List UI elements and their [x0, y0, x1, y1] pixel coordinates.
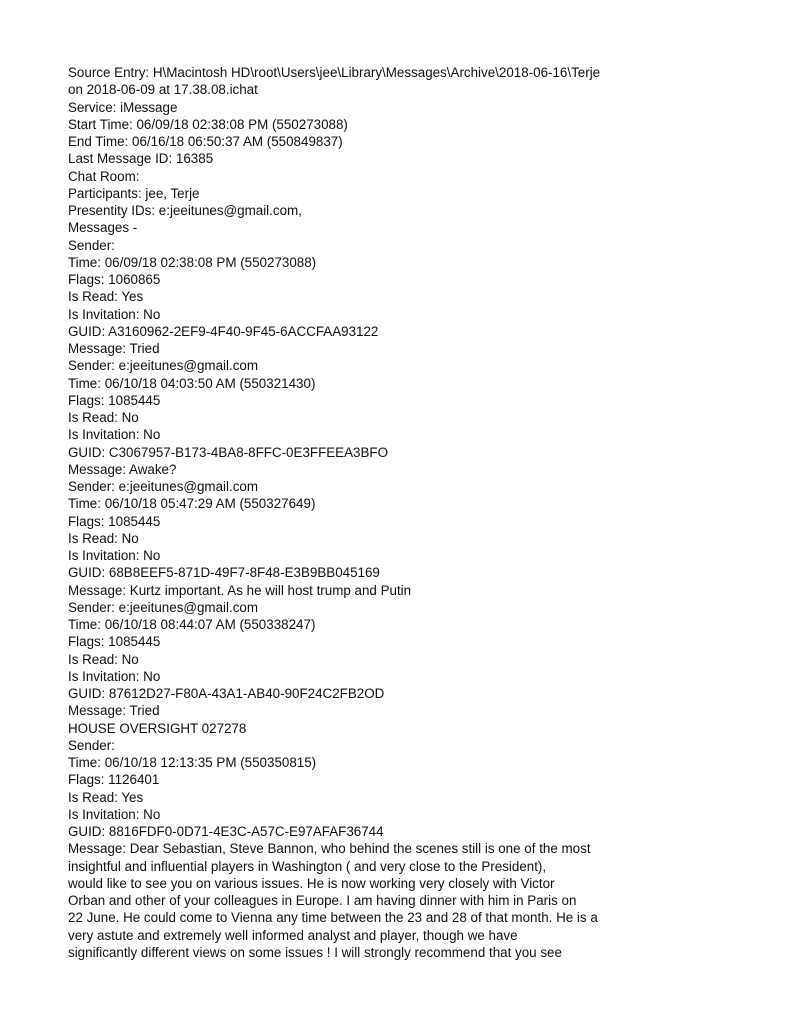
message-5-text-line-4: Orban and other of your colleagues in Europe. I am having dinner with him in Paris on — [68, 893, 577, 908]
message-5-text-line-3: would like to see you on various issues. He is now working very closely with Victor — [68, 875, 555, 891]
message-5-text-line-6: very astute and extremely well informed analyst and player, though we have — [68, 927, 518, 943]
last-message-id-line: Last Message ID: 16385 — [68, 151, 214, 167]
message-1-is-read: Is Read: Yes — [68, 289, 144, 305]
start-time-line: Start Time: 06/09/18 02:38:08 PM (550273088) — [68, 116, 348, 132]
message-4-is-invitation: Is Invitation: No — [68, 668, 161, 684]
message-2-text: Message: Awake? — [68, 461, 177, 477]
message-5-time: Time: 06/10/18 12:13:35 PM (550350815) — [68, 755, 317, 770]
message-5-text-line-5: 22 June. He could come to Vienna any time between the 23 and 28 of that month. He is a — [68, 910, 598, 926]
message-1-guid: GUID: A3160962-2EF9-4F40-9F45-6ACCFAA93122 — [68, 323, 379, 339]
source-entry-date-line: on 2018-06-09 at 17.38.08.ichat — [68, 82, 258, 98]
message-3-guid: GUID: 68B8EEF5-871D-49F7-8F48-E3B9BB045169 — [68, 565, 380, 581]
chat-room-line: Chat Room: — [68, 168, 140, 184]
message-4-guid: GUID: 87612D27-F80A-43A1-AB40-90F24C2FB2OD — [68, 686, 385, 701]
presentity-ids-line: Presentity IDs: e:jeeitunes@gmail.com, — [68, 203, 302, 218]
message-3-time: Time: 06/10/18 05:47:29 AM (550327649) — [68, 496, 316, 512]
end-time-line: End Time: 06/16/18 06:50:37 AM (550849837) — [68, 134, 343, 149]
message-4-sender: Sender: e:jeeitunes@gmail.com — [68, 599, 258, 615]
participants-line: Participants: jee, Terje — [68, 185, 200, 201]
messages-header-line: Messages - — [68, 220, 138, 236]
message-3-sender: Sender: e:jeeitunes@gmail.com — [68, 479, 258, 494]
message-4-text: Message: Tried — [68, 703, 160, 719]
message-5-text-line-2: insightful and influential players in Washington ( and very close to the President), — [68, 858, 547, 874]
message-5-sender: Sender: — [68, 737, 115, 753]
source-entry-line: Source Entry: H\Macintosh HD\root\Users\jee\Library\Messages\Archive\2018-06-16\Terje — [68, 65, 601, 80]
message-1-text: Message: Tried — [68, 341, 160, 356]
message-3-is-invitation: Is Invitation: No — [68, 548, 161, 563]
message-3-text: Message: Kurtz important. As he will host trump and Putin — [68, 582, 412, 598]
message-2-guid: GUID: C3067957-B173-4BA8-8FFC-0E3FFEEA3BFO — [68, 444, 389, 460]
document-body — [68, 64, 748, 961]
message-1-sender: Sender: — [68, 237, 115, 253]
message-2-flags: Flags: 1085445 — [68, 392, 161, 408]
bates-stamp: HOUSE OVERSIGHT 027278 — [68, 720, 247, 736]
message-1-flags: Flags: 1060865 — [68, 272, 161, 287]
message-1-is-invitation: Is Invitation: No — [68, 306, 161, 322]
message-2-time: Time: 06/10/18 04:03:50 AM (550321430) — [68, 375, 316, 391]
message-5-guid: GUID: 8816FDF0-0D71-4E3C-A57C-E97AFAF36744 — [68, 824, 384, 839]
message-5-is-invitation: Is Invitation: No — [68, 806, 161, 822]
message-5-is-read: Is Read: Yes — [68, 789, 144, 805]
message-4-flags: Flags: 1085445 — [68, 634, 161, 650]
message-2-is-read: Is Read: No — [68, 410, 139, 425]
message-3-is-read: Is Read: No — [68, 530, 139, 546]
message-2-sender: Sender: e:jeeitunes@gmail.com — [68, 358, 258, 374]
message-3-flags: Flags: 1085445 — [68, 513, 161, 529]
message-2-is-invitation: Is Invitation: No — [68, 427, 161, 443]
message-4-is-read: Is Read: No — [68, 651, 139, 667]
message-1-time: Time: 06/09/18 02:38:08 PM (550273088) — [68, 254, 317, 270]
message-5-text-line-1: Message: Dear Sebastian, Steve Bannon, who behind the scenes still is one of the most — [68, 841, 591, 857]
service-line: Service: iMessage — [68, 99, 178, 115]
message-5-text-line-7: significantly different views on some issues ! I will strongly recommend that you see — [68, 944, 562, 960]
message-4-time: Time: 06/10/18 08:44:07 AM (550338247) — [68, 617, 316, 632]
message-5-flags: Flags: 1126401 — [68, 772, 160, 788]
